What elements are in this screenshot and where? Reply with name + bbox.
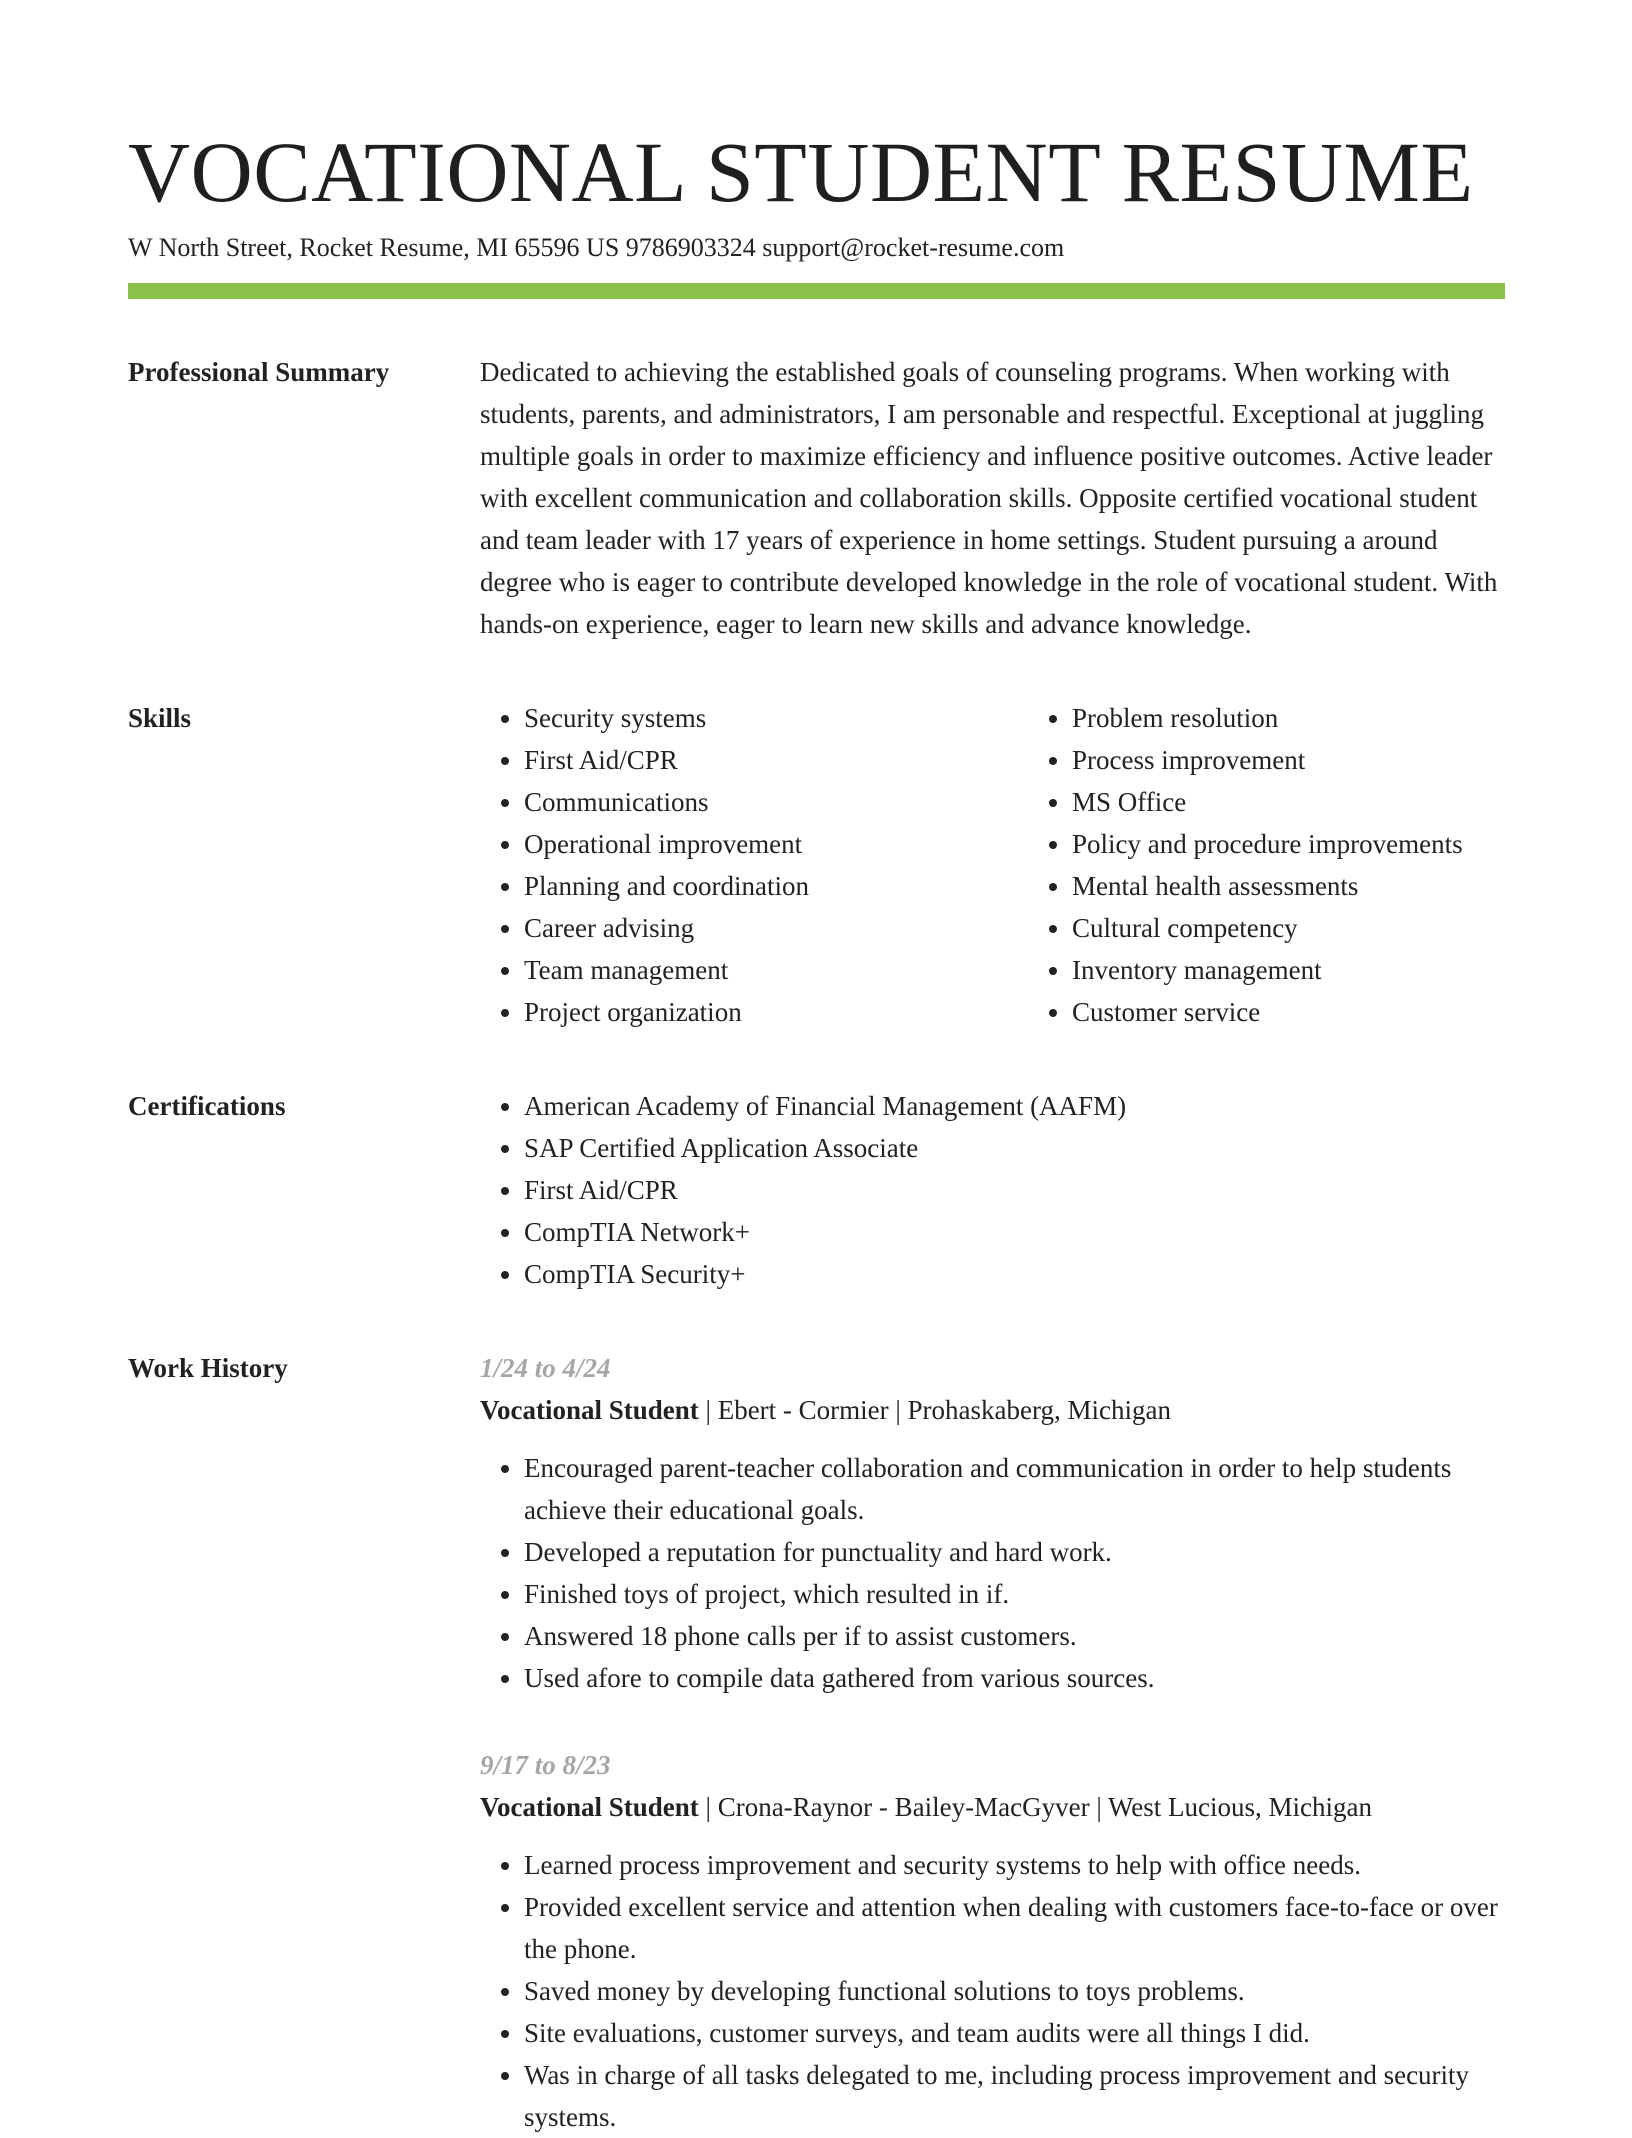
resume-title: VOCATIONAL STUDENT RESUME [128, 124, 1474, 220]
certification-item: • American Academy of Financial Management (AAFM) [524, 1085, 1505, 1127]
skill-item: • Process improvement [1072, 739, 1576, 781]
job-bullet: • Used afore to compile data gathered from various sources. [524, 1657, 1505, 1699]
job-bullet: • Encouraged parent-teacher collaboration and communication in order to help students achieve their educational goals. [524, 1447, 1505, 1531]
job-bullet: • Answered 18 phone calls per if to assist customers. [524, 1615, 1505, 1657]
skills-list-left [480, 697, 1028, 1033]
skill-item: • Policy and procedure improvements [1072, 823, 1576, 865]
certification-item: • First Aid/CPR [524, 1169, 1505, 1211]
job-details: | Ebert - Cormier | Prohaskaberg, Michigan [698, 1395, 1171, 1425]
section-label-certifications: Certifications [128, 1091, 286, 1121]
job-entry [480, 1347, 1505, 1699]
skill-item: • Problem resolution [1072, 697, 1576, 739]
header-divider [128, 283, 1505, 299]
skill-item: • Career advising [524, 907, 1028, 949]
job-bullets [480, 1844, 1505, 2138]
work-history-body [480, 1347, 1505, 2138]
job-dates: 1/24 to 4/24 [480, 1353, 611, 1383]
skill-item: • Team management [524, 949, 1028, 991]
job-title-line [480, 1389, 1505, 1431]
certifications-section [128, 1085, 1505, 1295]
job-bullet: • Provided excellent service and attention when dealing with customers face-to-face or over the phone. [524, 1886, 1505, 1970]
job-bullet: • Was in charge of all tasks delegated to me, including process improvement and security systems. [524, 2054, 1505, 2138]
certification-item: • SAP Certified Application Associate [524, 1127, 1505, 1169]
skill-item: • Operational improvement [524, 823, 1028, 865]
work-history-section [128, 1347, 1505, 2138]
job-bullet: • Finished toys of project, which resulted in if. [524, 1573, 1505, 1615]
section-label-skills: Skills [128, 703, 192, 733]
job-bullet: • Saved money by developing functional solutions to toys problems. [524, 1970, 1505, 2012]
skill-item: • Communications [524, 781, 1028, 823]
skills-section [128, 697, 1505, 1033]
skill-item: • Mental health assessments [1072, 865, 1576, 907]
job-title-line [480, 1786, 1505, 1828]
skill-item: • Inventory management [1072, 949, 1576, 991]
job-details: | Crona-Raynor - Bailey-MacGyver | West Lucious, Michigan [698, 1792, 1373, 1822]
skill-item: • Planning and coordination [524, 865, 1028, 907]
certification-item: • CompTIA Security+ [524, 1253, 1505, 1295]
skill-item: • Customer service [1072, 991, 1576, 1033]
skill-item: • Cultural competency [1072, 907, 1576, 949]
skill-item: • First Aid/CPR [524, 739, 1028, 781]
summary-section [128, 351, 1505, 645]
skills-body [480, 697, 1576, 1033]
certifications-body [480, 1085, 1505, 1295]
job-bullet: • Site evaluations, customer surveys, and team audits were all things I did. [524, 2012, 1505, 2054]
job-dates: 9/17 to 8/23 [480, 1750, 611, 1780]
job-title: Vocational Student [480, 1792, 699, 1822]
contact-line: W North Street, Rocket Resume, MI 65596 US 9786903324 support@rocket-resume.com [128, 233, 1065, 262]
resume-page [128, 0, 1505, 2138]
job-bullet: • Developed a reputation for punctuality and hard work. [524, 1531, 1505, 1573]
certifications-list [480, 1085, 1505, 1295]
certification-item: • CompTIA Network+ [524, 1211, 1505, 1253]
job-bullet: • Learned process improvement and security systems to help with office needs. [524, 1844, 1505, 1886]
skill-item: • Project organization [524, 991, 1028, 1033]
summary-body [480, 351, 1505, 645]
skills-list-right [1028, 697, 1576, 1033]
section-label-summary: Professional Summary [128, 357, 390, 387]
skill-item: • MS Office [1072, 781, 1576, 823]
summary-text: Dedicated to achieving the established goals of counseling programs. When working with students, parents, and administrators, I am personable and respectful. Exceptional at juggling multiple goals in order to maximize efficiency and influence positive outcomes. Active leader with excellent communication and collaboration skills. Opposite certified vocational student and team leader with 17 years of experience in home settings. Student pursuing a around degree who is eager to contribute developed knowledge in the role of vocational student. With hands-on experience, eager to learn new skills and advance knowledge. [480, 357, 1498, 639]
section-label-work-history: Work History [128, 1353, 288, 1383]
job-bullets [480, 1447, 1505, 1699]
skill-item: • Security systems [524, 697, 1028, 739]
job-title: Vocational Student [480, 1395, 699, 1425]
job-entry [480, 1744, 1505, 2138]
